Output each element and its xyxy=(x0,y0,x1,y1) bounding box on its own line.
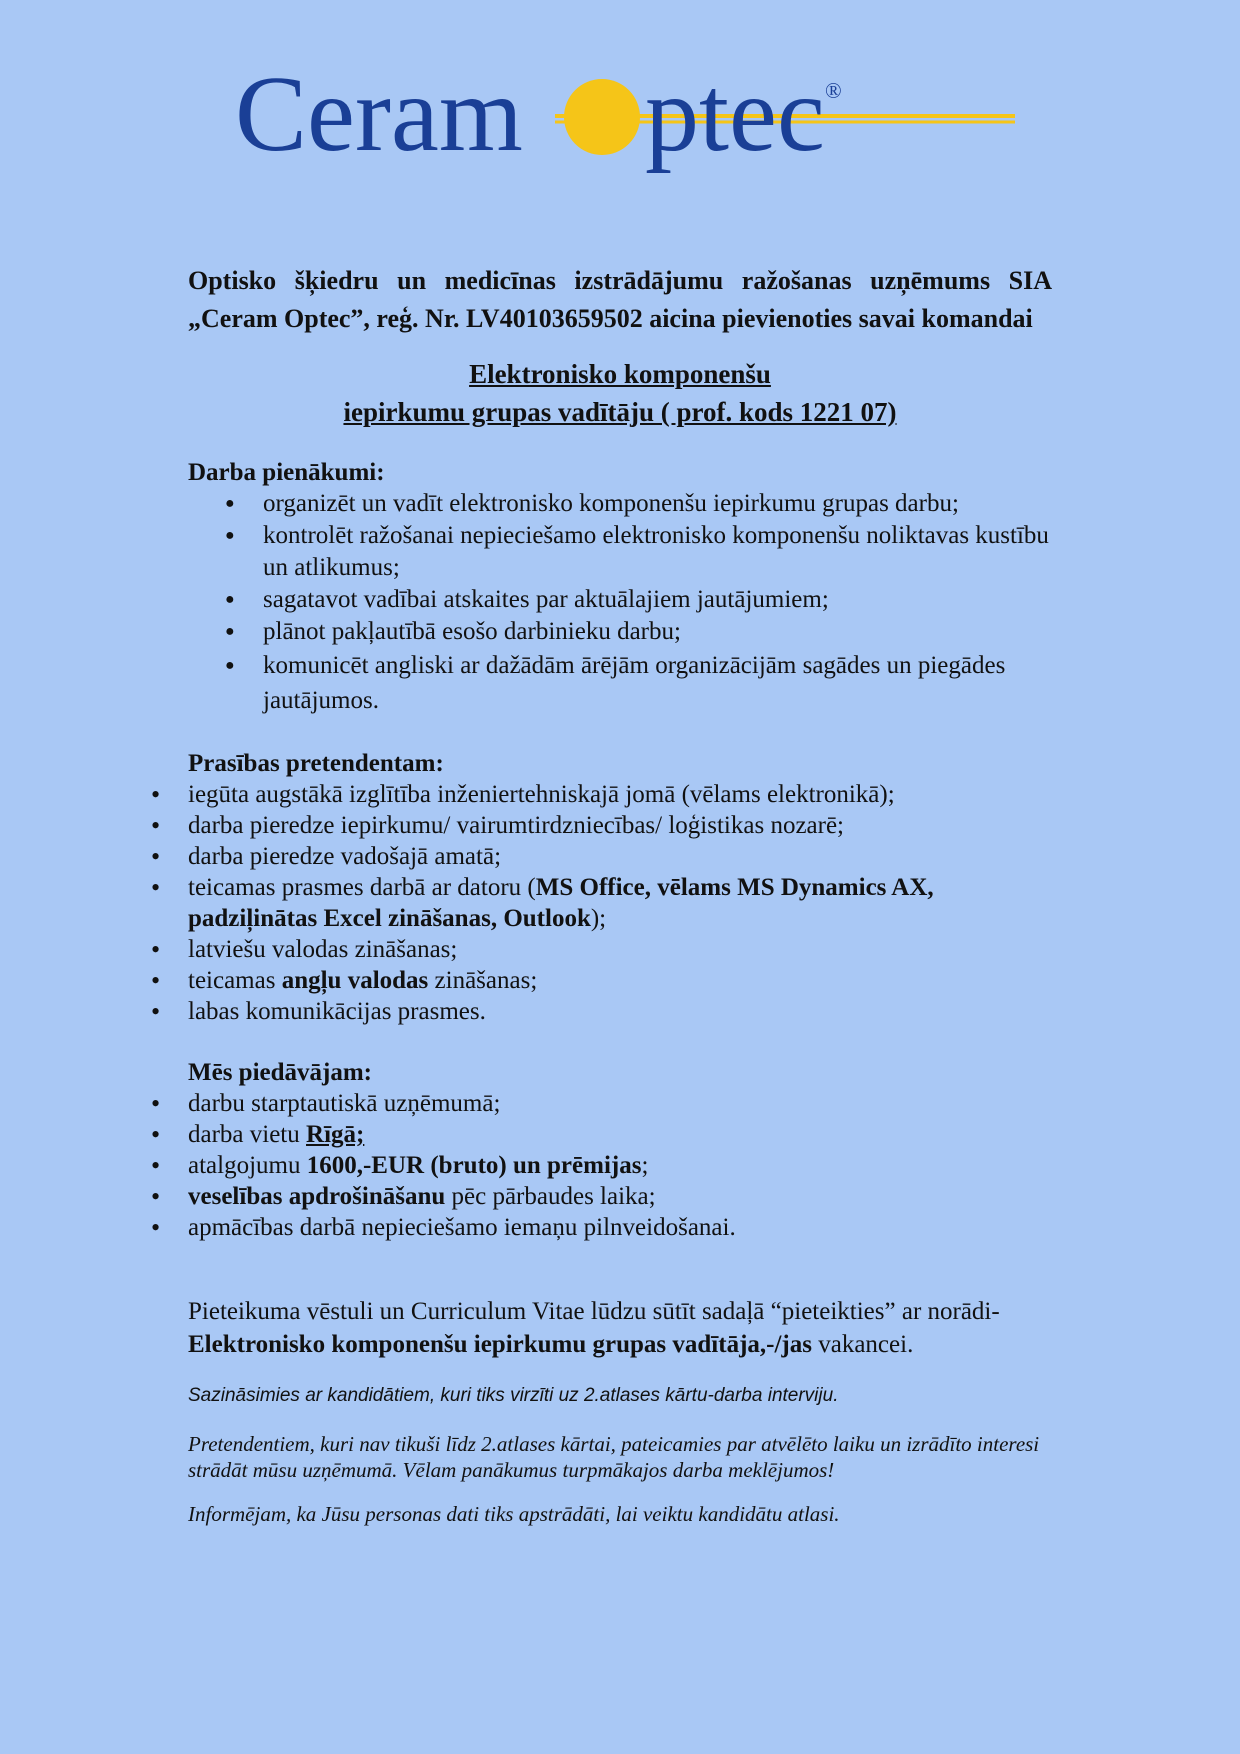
list-item: ● plānot pakļautībā esošo darbinieku darbu; xyxy=(188,616,1052,648)
logo-sun-icon xyxy=(564,79,640,155)
list-item-bold: MS Office, vēlams MS Dynamics AX, padziļinātas Excel zināšanas, Outlook xyxy=(188,874,934,932)
list-item: ● komunicēt angliski ar dažādām ārējām organizācijām sagādes un piegādes jautājumos. xyxy=(188,648,1052,718)
logo-text-right: ptec xyxy=(645,62,825,174)
list-item: ● organizēt un vadīt elektronisko komponenšu iepirkumu grupas darbu; xyxy=(188,488,1052,520)
ceramoptec-logo xyxy=(235,62,1015,182)
list-item-text: ); xyxy=(590,905,607,932)
apply-line: Pieteikuma vēstuli un Curriculum Vitae lūdzu sūtīt sadaļā “pieteikties” ar norādi- xyxy=(188,1298,1000,1325)
list-item: • iegūta augstākā izglītība inženiertehniskajā jomā (vēlams elektronikā); xyxy=(188,779,1052,810)
offer-section xyxy=(188,1057,1052,1243)
list-item: ● sagatavot vadībai atskaites par aktuālajiem jautājumiem; xyxy=(188,584,1052,616)
logo-text-left: Ceram xyxy=(235,62,523,174)
apply-suffix: vakancei. xyxy=(811,1331,914,1358)
list-item: • labas komunikācijas prasmes. xyxy=(188,996,1052,1027)
list-item-bold: angļu valodas xyxy=(281,967,429,994)
list-item-text: atalgojumu xyxy=(188,1152,307,1179)
list-item xyxy=(188,872,1052,934)
list-item-text: darba vietu xyxy=(188,1121,307,1148)
apply-instructions xyxy=(188,1295,1052,1361)
offer-heading: Mēs piedāvājam: xyxy=(188,1059,372,1086)
list-item-text: ; xyxy=(641,1152,649,1179)
requirements-heading: Prasības pretendentam: xyxy=(188,750,444,777)
list-item-text: teicamas prasmes darbā ar datoru ( xyxy=(188,874,536,901)
job-posting xyxy=(188,262,1052,1527)
list-item: • latviešu valodas zināšanas; xyxy=(188,934,1052,965)
list-item: • darbu starptautiskā uzņēmumā; xyxy=(188,1088,1052,1119)
list-item xyxy=(188,965,1052,996)
list-item-text: zināšanas; xyxy=(428,967,538,994)
list-item xyxy=(188,1181,1052,1212)
duties-section xyxy=(188,457,1052,718)
apply-position-name: Elektronisko komponenšu iepirkumu grupas vadītāja,-/jas xyxy=(188,1331,812,1358)
list-item xyxy=(188,1119,1052,1150)
list-item-text: pēc pārbaudes laika; xyxy=(445,1183,656,1210)
list-item-text: teicamas xyxy=(188,967,282,994)
location-riga: Rīgā; xyxy=(306,1121,365,1148)
thanks-note: Pretendentiem, kuri nav tikuši līdz 2.atlases kārtai, pateicamies par atvēlēto laiku un izrādīto interesi strādāt mūsu uzņēmumā. Vēlam panākumus turpmākajos darba meklējumos! xyxy=(188,1432,1040,1482)
position-title-line2: iepirkumu grupas vadītāju ( prof. kods 1221 07) xyxy=(343,397,897,427)
logo-registered-mark: ® xyxy=(825,78,842,103)
list-item: • darba pieredze vadošajā amatā; xyxy=(188,841,1052,872)
list-item: • darba pieredze iepirkumu/ vairumtirdzniecības/ loģistikas nozarē; xyxy=(188,810,1052,841)
list-item: • apmācības darbā nepieciešamo iemaņu pilnveidošanai. xyxy=(188,1212,1052,1243)
duties-heading: Darba pienākumi: xyxy=(188,459,385,486)
position-title-line1: Elektronisko komponenšu xyxy=(469,359,771,389)
salary-text: 1600,-EUR (bruto) un prēmijas xyxy=(306,1152,642,1179)
intro-text: Optisko šķiedru un medicīnas izstrādājumu ražošanas uzņēmums SIA „Ceram Optec”, reģ. Nr. LV40103659502 aicina pievienoties savai komandai xyxy=(188,266,1052,333)
contact-note: Sazināsimies ar kandidātiem, kuri tiks virzīti uz 2.atlases kārtu-darba interviju. xyxy=(188,1385,839,1406)
position-title xyxy=(188,355,1052,431)
list-item: ● kontrolēt ražošanai nepieciešamo elektronisko komponenšu noliktavas kustību un atlikumus; xyxy=(188,520,1052,584)
list-item xyxy=(188,1150,1052,1181)
list-item-bold: veselības apdrošināšanu xyxy=(188,1183,446,1210)
privacy-note: Informējam, ka Jūsu personas dati tiks apstrādāti, lai veiktu kandidātu atlasi. xyxy=(188,1502,840,1526)
requirements-section xyxy=(188,748,1052,1027)
